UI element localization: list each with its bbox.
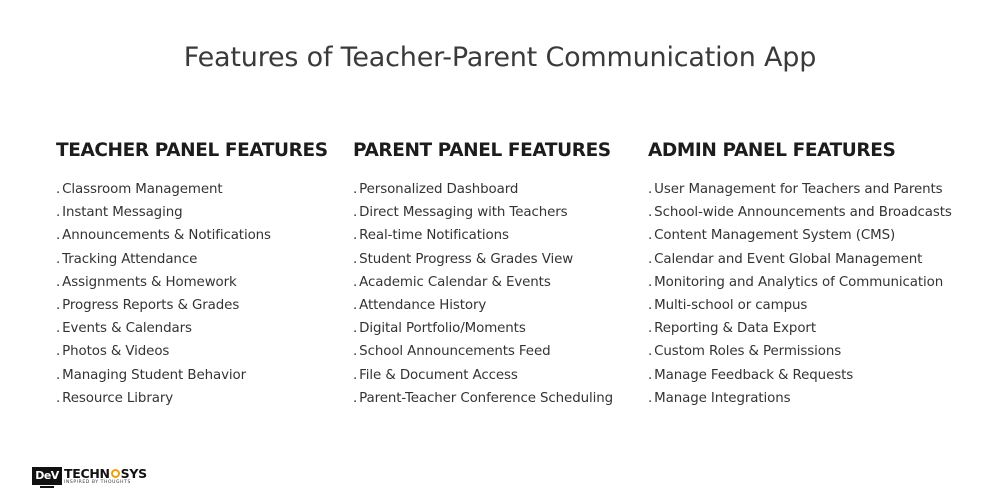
feature-item [648, 271, 988, 294]
feature-item-label: Manage Integrations [654, 390, 791, 406]
bullet-dot: . [353, 298, 358, 314]
bullet-dot: . [56, 274, 61, 290]
feature-item [353, 340, 643, 363]
feature-item-label: Custom Roles & Permissions [654, 344, 842, 360]
parent-feature-list [353, 178, 643, 410]
feature-item [56, 201, 346, 224]
bullet-dot: . [56, 344, 61, 360]
feature-item [648, 178, 988, 201]
logo-wordmark-right: SYS [120, 466, 147, 481]
teacher-panel-column [56, 140, 346, 410]
bullet-dot: . [56, 298, 61, 314]
feature-item-label: Digital Portfolio/Moments [359, 321, 526, 337]
feature-item-label: Classroom Management [62, 182, 223, 197]
bullet-dot: . [648, 274, 653, 290]
bullet-dot: . [353, 251, 358, 267]
feature-item [648, 294, 988, 317]
feature-item-label: Events & Calendars [62, 321, 192, 337]
feature-item-label: Content Management System (CMS) [654, 228, 896, 244]
feature-item [353, 364, 643, 387]
bullet-dot: . [56, 251, 61, 267]
feature-item-label: Progress Reports & Grades [62, 298, 240, 314]
teacher-feature-list [56, 178, 346, 410]
feature-item-label: Multi-school or campus [654, 298, 808, 314]
feature-item [648, 387, 988, 410]
feature-item [56, 364, 346, 387]
admin-feature-list [648, 178, 988, 410]
feature-item-label: Real-time Notifications [359, 228, 509, 244]
feature-item [56, 294, 346, 317]
bullet-dot: . [353, 205, 358, 221]
feature-item-label: Assignments & Homework [62, 274, 237, 290]
feature-item-label: Instant Messaging [62, 205, 183, 221]
feature-item [56, 271, 346, 294]
feature-item-label: Manage Feedback & Requests [654, 367, 854, 383]
feature-item [648, 340, 988, 363]
feature-item-label: Tracking Attendance [62, 251, 198, 267]
feature-item-label: Photos & Videos [62, 344, 170, 360]
devtechnosys-logo [32, 467, 147, 489]
feature-item [648, 201, 988, 224]
feature-item-label: File & Document Access [359, 367, 518, 383]
bullet-dot: . [56, 390, 61, 406]
bullet-dot: . [648, 228, 653, 244]
feature-item-label: Resource Library [62, 390, 174, 406]
bullet-dot: . [353, 182, 358, 197]
bullet-dot: . [56, 321, 61, 337]
bullet-dot: . [648, 205, 653, 221]
feature-item-label: Academic Calendar & Events [359, 274, 551, 290]
logo-tagline: INSPIRED BY THOUGHTS [64, 480, 131, 485]
feature-item-label: Student Progress & Grades View [359, 251, 574, 267]
bullet-dot: . [353, 390, 358, 406]
gear-icon [111, 469, 120, 478]
admin-panel-heading: ADMIN PANEL FEATURES [648, 140, 896, 161]
bullet-dot: . [648, 298, 653, 314]
feature-item-label: Direct Messaging with Teachers [359, 205, 568, 221]
feature-item-label: Monitoring and Analytics of Communication [654, 274, 944, 290]
feature-item [648, 248, 988, 271]
feature-item-label: Calendar and Event Global Management [654, 251, 923, 267]
teacher-panel-heading: TEACHER PANEL FEATURES [56, 140, 328, 161]
logo-wordmark [64, 467, 147, 480]
feature-item-label: Personalized Dashboard [359, 182, 519, 197]
bullet-dot: . [56, 205, 61, 221]
feature-item [353, 271, 643, 294]
feature-item [56, 340, 346, 363]
feature-item [353, 201, 643, 224]
feature-item-label: Reporting & Data Export [654, 321, 816, 337]
feature-item [56, 248, 346, 271]
logo-mark-icon: DeV [32, 467, 62, 485]
feature-item [56, 317, 346, 340]
logo-wordmark-left: TECHN [64, 466, 110, 481]
feature-item-label: School-wide Announcements and Broadcasts [654, 205, 952, 221]
feature-item [353, 317, 643, 340]
bullet-dot: . [648, 182, 653, 197]
bullet-dot: . [353, 274, 358, 290]
admin-panel-column [648, 140, 988, 410]
bullet-dot: . [648, 251, 653, 267]
bullet-dot: . [648, 344, 653, 360]
bullet-dot: . [648, 321, 653, 337]
feature-item [353, 178, 643, 201]
bullet-dot: . [353, 321, 358, 337]
bullet-dot: . [648, 390, 653, 406]
bullet-dot: . [648, 367, 653, 383]
feature-item-label: Announcements & Notifications [62, 228, 271, 244]
bullet-dot: . [56, 182, 61, 197]
feature-item [56, 224, 346, 247]
feature-item [648, 224, 988, 247]
bullet-dot: . [353, 344, 358, 360]
logo-text [64, 467, 147, 486]
feature-item [648, 317, 988, 340]
bullet-dot: . [56, 228, 61, 244]
bullet-dot: . [56, 367, 61, 383]
page-title: Features of Teacher-Parent Communication App [183, 42, 817, 73]
feature-item [353, 224, 643, 247]
feature-item [648, 364, 988, 387]
feature-item-label: User Management for Teachers and Parents [654, 182, 943, 197]
parent-panel-heading: PARENT PANEL FEATURES [353, 140, 611, 161]
feature-item [353, 248, 643, 271]
feature-item [353, 294, 643, 317]
feature-item [353, 387, 643, 410]
bullet-dot: . [353, 367, 358, 383]
bullet-dot: . [353, 228, 358, 244]
feature-item-label: Parent-Teacher Conference Scheduling [359, 390, 614, 406]
feature-item-label: Managing Student Behavior [62, 367, 247, 383]
feature-item-label: School Announcements Feed [359, 344, 551, 360]
feature-item [56, 387, 346, 410]
parent-panel-column [353, 140, 643, 410]
feature-item [56, 178, 346, 201]
feature-item-label: Attendance History [359, 298, 487, 314]
